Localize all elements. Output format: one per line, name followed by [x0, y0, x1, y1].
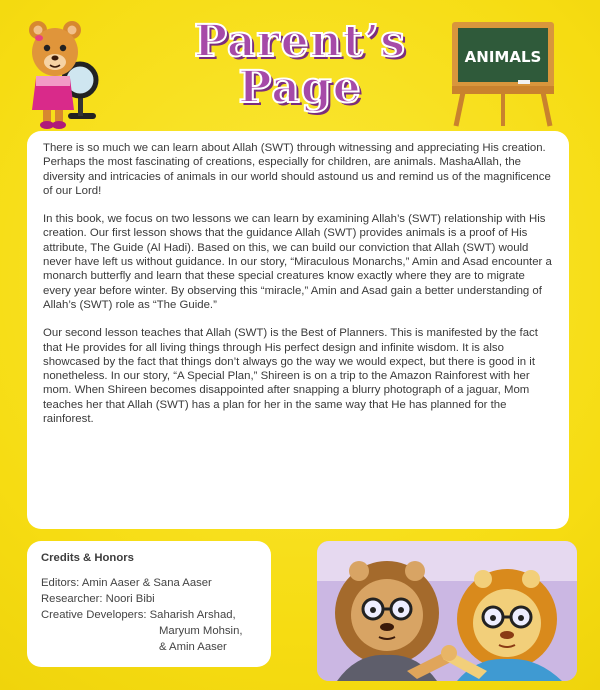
credits-developer-2: Maryum Mohsin,: [159, 625, 243, 637]
title-line-1: Parent’s: [194, 16, 406, 67]
paragraph-3: Our second lesson teaches that Allah (SWT) is the Best of Planners. This is manifested by the fact that He provides for all living things through His perfect design and infinite wisdom. It is also showcased by the fact that things don’t always go the way we would expect, but there is good in it nonetheless. In our story, “A Special Plan,” Shireen is on a trip to the Amazon Rainforest with her mom. When Shireen becomes disappointed after snapping a blurry photograph of a jaguar, Mom teaches her that Allah (SWT) has a plan for her in the same way that He has planned for the rainforest.: [43, 327, 538, 426]
credits-editors: Editors: Amin Aaser & Sana Aaser: [41, 577, 212, 589]
credits-heading: Credits & Honors: [41, 552, 134, 564]
credits-researcher: Researcher: Noori Bibi: [41, 593, 155, 605]
credits-panel: [27, 541, 271, 667]
title-line-2: Page: [238, 62, 362, 113]
credits-developers: Creative Developers: Saharish Arshad,: [41, 609, 236, 621]
main-text-panel: [27, 131, 569, 529]
bear-mascot-illustration: [18, 18, 108, 133]
board-text: ANIMALS: [464, 48, 542, 66]
paragraph-2: In this book, we focus on two lessons we can learn by examining Allah’s (SWT) relationship with His creation. Our first lesson shows that the guidance Allah (SWT) provides animals is a proof of His attribute, The Guide (Al Hadi). Based on this, we can build our conviction that Allah (SWT) would never have left us without guidance. In our story, “Miraculous Monarchs,” Amin and Asad encounter a monarch butterfly and learn that these special creatures know exactly where they are to migrate every year before winter. By observing this “miracle,” Amin and Asad gain a better understanding of Allah’s (SWT) role as “The Guide.”: [43, 213, 552, 311]
chalkboard-illustration: [448, 18, 558, 128]
lions-illustration: [317, 541, 577, 681]
lions-drawing: [317, 541, 577, 681]
credits-developer-3: & Amin Aaser: [159, 641, 227, 653]
paragraph-1: There is so much we can learn about Allah (SWT) through witnessing and appreciating His creation. Perhaps the most fascinating of creations, especially for children, are animals. MashaAllah, the diversity and intricacies of animals in our world should astound us and remind us of the magnificence of our Lord!: [43, 142, 551, 197]
page-title: [170, 10, 430, 125]
